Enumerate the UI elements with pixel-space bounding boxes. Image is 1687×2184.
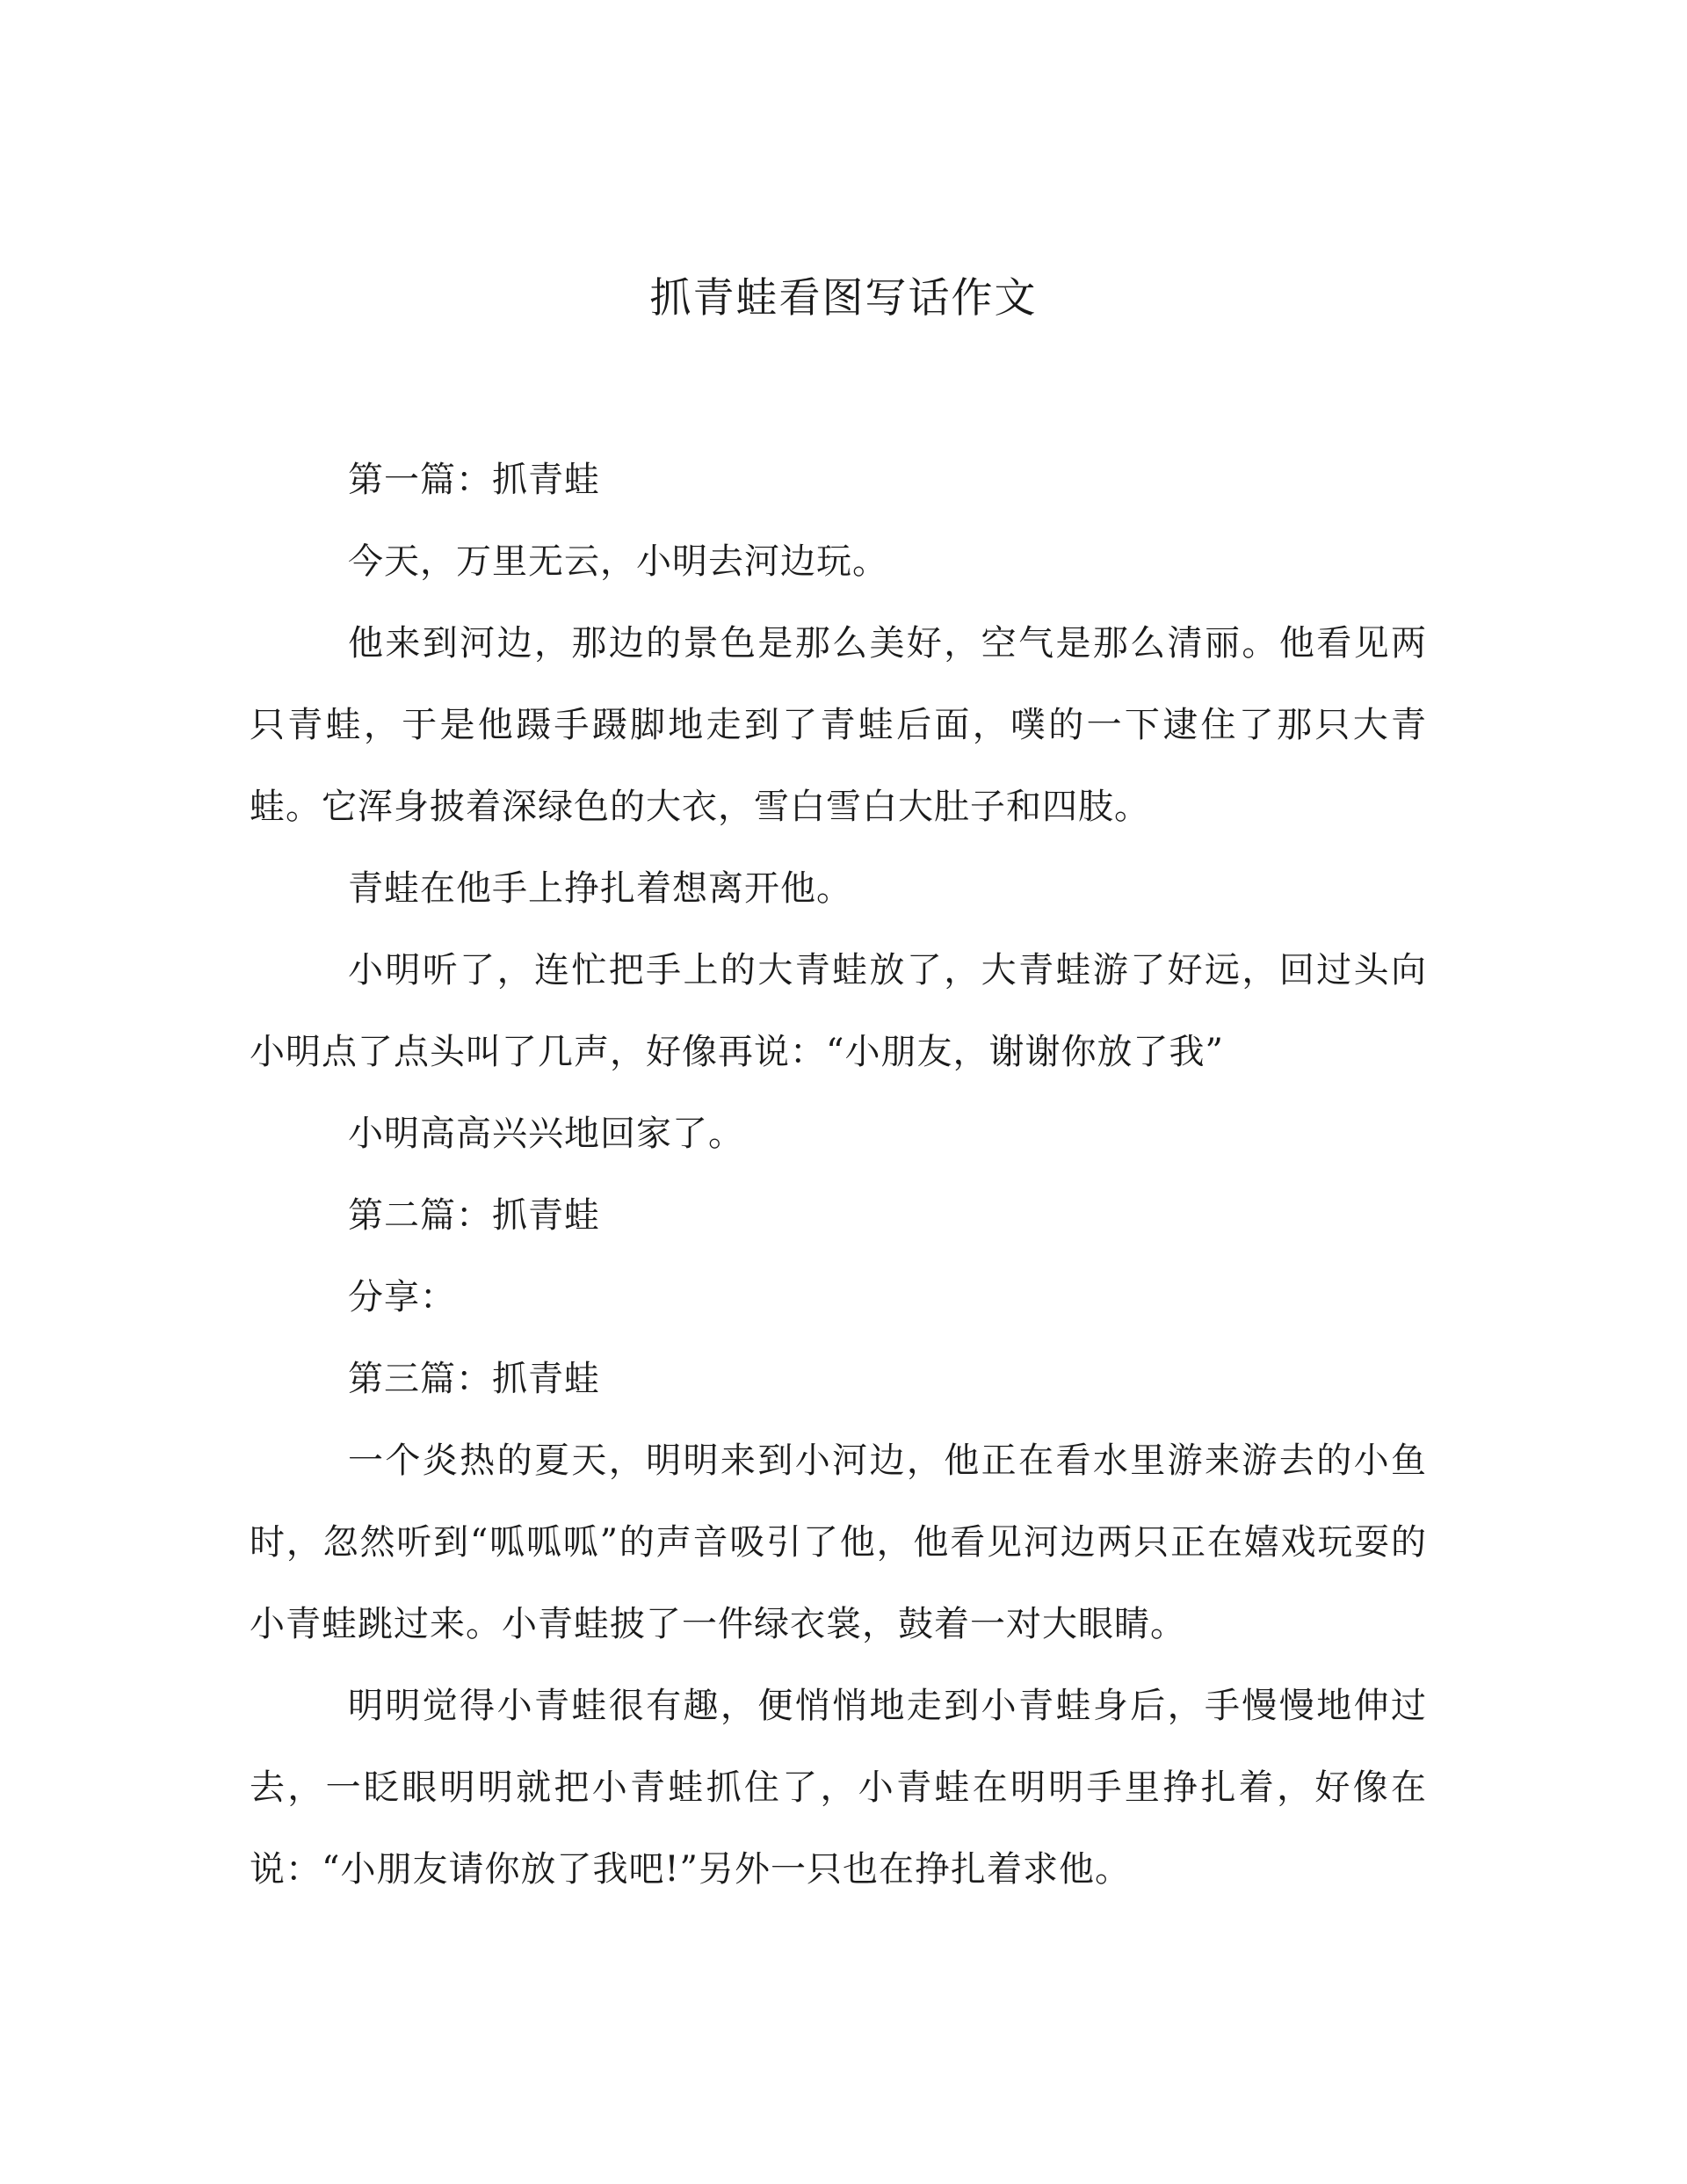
paragraph: 他来到河边，那边的景色是那么美好，空气是那么清丽。他看见两只青蛙，于是他蹑手蹑脚地走到了青蛙后面，噗的一下逮住了那只大青蛙。它浑身披着深绿色的大衣，雪白雪白大肚子和四肢。 <box>250 623 1427 827</box>
paragraph: 一个炎热的夏天，明明来到小河边，他正在看水里游来游去的小鱼时，忽然听到“呱呱呱”的声音吸引了他，他看见河边两只正在嬉戏玩耍的小青蛙跳过来。小青蛙披了一件绿衣裳，鼓着一对大眼睛。 <box>250 1440 1427 1644</box>
section-heading-2: 第二篇：抓青蛙 <box>348 1195 600 1236</box>
document-title: 抓青蛙看图写话作文 <box>649 274 1038 323</box>
section-heading-1: 第一篇：抓青蛙 <box>348 460 600 500</box>
paragraph: 分享： <box>348 1277 456 1317</box>
document-body <box>250 439 1427 1911</box>
paragraph: 今天，万里无云，小明去河边玩。 <box>348 541 888 582</box>
section-heading-3: 第三篇：抓青蛙 <box>348 1359 600 1399</box>
paragraph: 明明觉得小青蛙很有趣，便悄悄地走到小青蛙身后，手慢慢地伸过去，一眨眼明明就把小青蛙抓住了，小青蛙在明明手里挣扎着，好像在说：“小朋友请你放了我吧!”另外一只也在挣扎着求他。 <box>250 1686 1427 1890</box>
paragraph: 小明高高兴兴地回家了。 <box>348 1114 744 1154</box>
paragraph: 青蛙在他手上挣扎着想离开他。 <box>348 868 852 909</box>
paragraph: 小明听了，连忙把手上的大青蛙放了，大青蛙游了好远，回过头向小明点了点头叫了几声，好像再说：“小朋友，谢谢你放了我” <box>250 950 1427 1072</box>
